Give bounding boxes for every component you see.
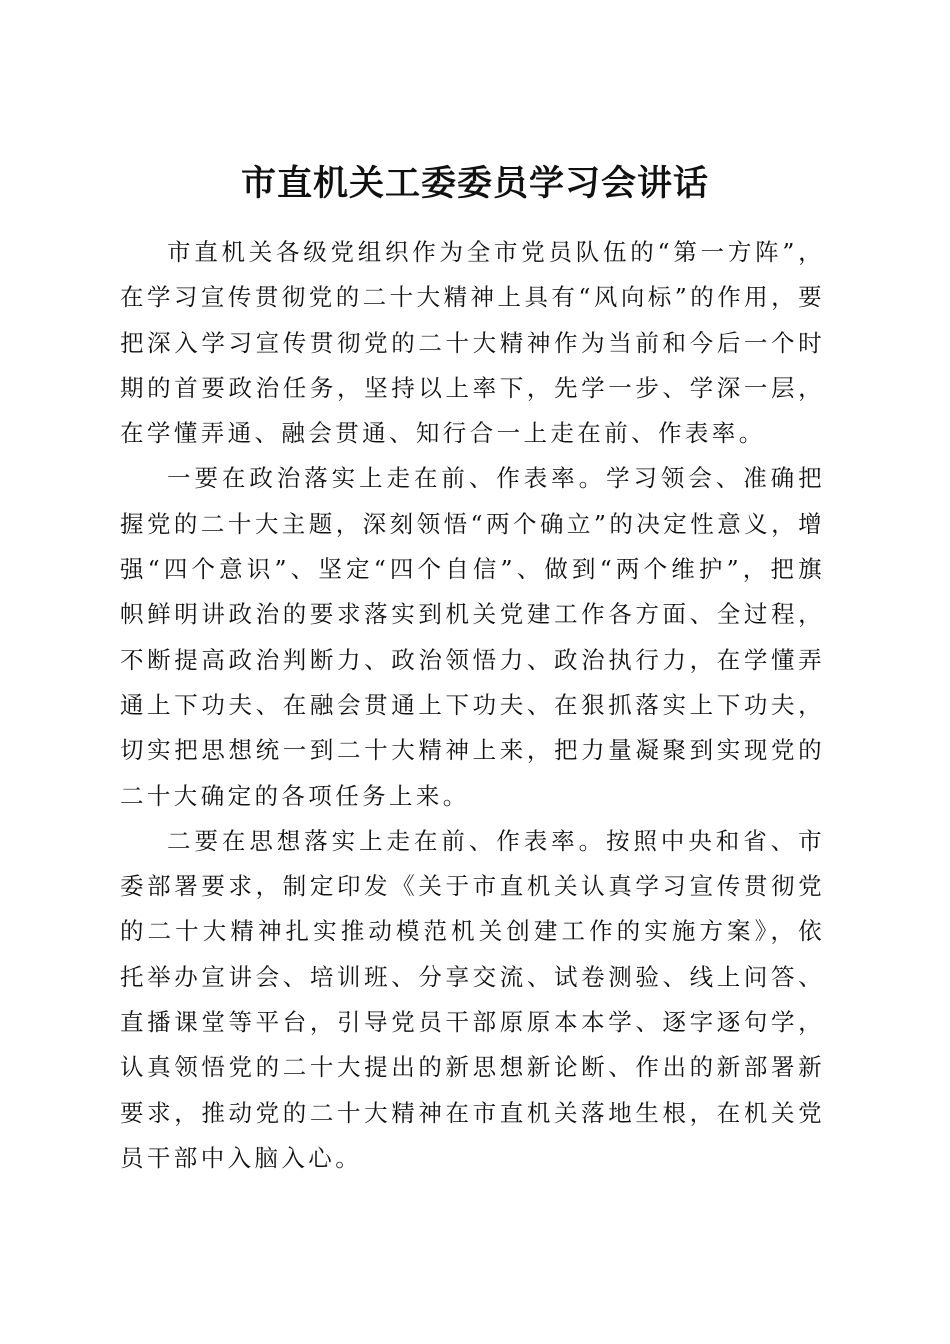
- document-body: [120, 230, 825, 1181]
- paragraph-ideological: 二要在思想落实上走在前、作表率。按照中央和省、市委部署要求，制定印发《关于市直机关认真学习宣传贯彻党的二十大精神扎实推动模范机关创建工作的实施方案》，依托举办宣讲会、培训班、分享交流、试卷测验、线上问答、直播课堂等平台，引导党员干部原原本本学、逐字逐句学，认真领悟党的二十大提出的新思想新论断、作出的新部署新要求，推动党的二十大精神在市直机关落地生根，在机关党员干部中入脑入心。: [120, 826, 825, 1172]
- paragraph-political: 一要在政治落实上走在前、作表率。学习领会、准确把握党的二十大主题，深刻领悟“两个确立”的决定性意义，增强“四个意识”、坚定“四个自信”、做到“两个维护”，把旗帜鲜明讲政治的要求落实到机关党建工作各方面、全过程，不断提高政治判断力、政治领悟力、政治执行力，在学懂弄通上下功夫、在融会贯通上下功夫、在狠抓落实上下功夫，切实把思想统一到二十大精神上来，把力量凝聚到实现党的二十大确定的各项任务上来。: [120, 464, 825, 810]
- paragraph-intro: 市直机关各级党组织作为全市党员队伍的“第一方阵”，在学习宣传贯彻党的二十大精神上具有“风向标”的作用，要把深入学习宣传贯彻党的二十大精神作为当前和今后一个时期的首要政治任务，坚持以上率下，先学一步、学深一层，在学懂弄通、融会贯通、知行合一上走在前、作表率。: [120, 238, 825, 448]
- document-title: 市直机关工委委员学习会讲话: [240, 163, 709, 205]
